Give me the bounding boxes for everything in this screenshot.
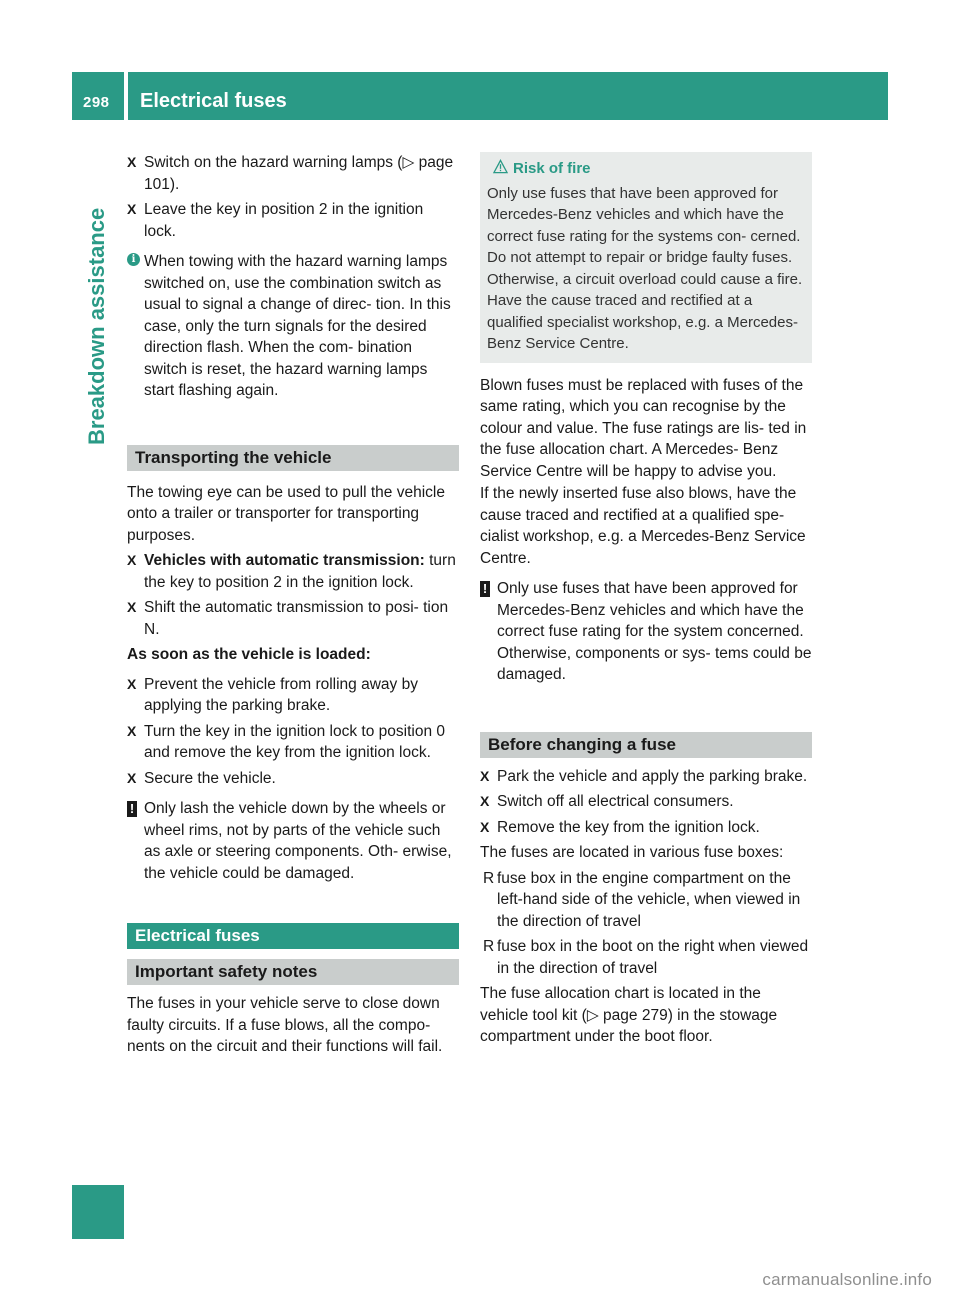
section-heading-transporting: Transporting the vehicle (127, 445, 459, 471)
list-item: R fuse box in the boot on the right when viewed in the direction of travel (483, 938, 809, 977)
step-item: X Switch on the hazard warning lamps (▷ page 101). (127, 154, 454, 193)
step-item: X Remove the key from the ignition lock. (480, 817, 812, 839)
step-arrow-icon: X (127, 552, 137, 568)
bullet-icon: R (483, 938, 495, 955)
warning-note: ! Only use fuses that have been approved for Mercedes-Benz vehicles and which have the correct fuse rating for the system concerned. Otherwise, components or sys- tems could be damaged. (480, 578, 812, 686)
step-item: X Leave the key in position 2 in the ignition lock. (127, 201, 424, 240)
left-column (127, 152, 459, 1059)
step-item: X Switch off all electrical consumers. (480, 791, 812, 813)
warning-note: ! Only lash the vehicle down by the wheels or wheel rims, not by parts of the vehicle such as axle or steering components. Oth- erwise, the vehicle could be damaged. (127, 798, 459, 884)
step-item: X Vehicles with automatic transmission: turn the key to position 2 in the ignition lock. (127, 552, 456, 591)
step-item: X Park the vehicle and apply the parking brake. (480, 766, 812, 788)
blown-fuses-text: Blown fuses must be replaced with fuses of the same rating, which you can recognise by the colour and value. The fuse ratings are lis- ted in the fuse allocation chart. A Mercedes- Benz Service Centre will be happy to advise you. (480, 376, 807, 480)
step-arrow-icon: X (127, 769, 137, 786)
newly-inserted-fuse-text: If the newly inserted fuse also blows, have the cause traced and rectified at a qualified spe- cialist workshop, e.g. a Mercedes-Benz Service Centre. (480, 485, 806, 567)
watermark: carmanualsonline.info (762, 1270, 932, 1289)
risk-title: Risk of fire (487, 158, 805, 180)
transport-intro: The towing eye can be used to pull the vehicle onto a trailer or transporter for transporting purposes. (127, 483, 445, 544)
info-note: i When towing with the hazard warning lamps switched on, use the combination switch as usual to signal a change of direc- tion. In this case, only the turn signals for the desired direction flash. When the com- bination switch is reset, the hazard warning lamps start flashing again. (127, 251, 459, 402)
section-heading-safety-notes: Important safety notes (127, 959, 459, 985)
header-divider (124, 72, 128, 120)
step-arrow-icon: X (127, 154, 137, 170)
chapter-tab-marker (72, 1185, 124, 1239)
risk-text: Only use fuses that have been approved for Mercedes-Benz vehicles and which have the correct fuse rating for the systems con- cerned. Do not attempt to repair or bridge faulty fuses. Otherwise, a circuit overload could cause a fire. Have the cause traced and rectified at a qualified specialist workshop, e.g. a Mercedes-Benz Service Centre. (487, 184, 803, 352)
allocation-chart-text: The fuse allocation chart is located in the vehicle tool kit (▷ page 279) in the stowage compartment under the boot floor. (480, 985, 778, 1045)
chapter-side-label: Breakdown assistance (84, 207, 109, 445)
step-arrow-icon: X (127, 675, 137, 692)
risk-of-fire-box (480, 152, 812, 363)
page-title: Electrical fuses (140, 90, 287, 112)
step-arrow-icon: X (127, 722, 137, 739)
fuse-boxes-intro: The fuses are located in various fuse boxes: (480, 844, 784, 861)
bullet-icon: R (483, 869, 495, 887)
step-item: X Shift the automatic transmission to posi- tion N. (127, 599, 449, 638)
info-icon: i (127, 253, 140, 266)
page-number: 298 (83, 94, 110, 111)
warning-icon: ! (480, 581, 490, 597)
warning-triangle-icon (493, 159, 508, 174)
step-item: X Turn the key in the ignition lock to position 0 and remove the key from the ignition lock. (127, 722, 445, 761)
step-arrow-icon: X (127, 599, 137, 615)
step-arrow-icon: X (480, 818, 490, 835)
step-item: X Secure the vehicle. (127, 768, 459, 790)
safety-text: The fuses in your vehicle serve to close down faulty circuits. If a fuse blows, all the compo- nents on the circuit and their functions will fail. (127, 995, 443, 1055)
step-item: X Prevent the vehicle from rolling away by applying the parking brake. (127, 675, 418, 714)
list-item: R fuse box in the engine compartment on the left-hand side of the vehicle, when viewed in the direction of travel (483, 869, 801, 930)
step-arrow-icon: X (127, 201, 137, 217)
subheading-loaded: As soon as the vehicle is loaded: (127, 646, 371, 663)
section-heading-before-changing: Before changing a fuse (480, 732, 812, 758)
right-column (480, 152, 812, 1049)
warning-icon: ! (127, 801, 137, 817)
section-heading-electrical-fuses: Electrical fuses (127, 923, 459, 949)
step-arrow-icon: X (480, 767, 490, 784)
step-arrow-icon: X (480, 793, 490, 809)
